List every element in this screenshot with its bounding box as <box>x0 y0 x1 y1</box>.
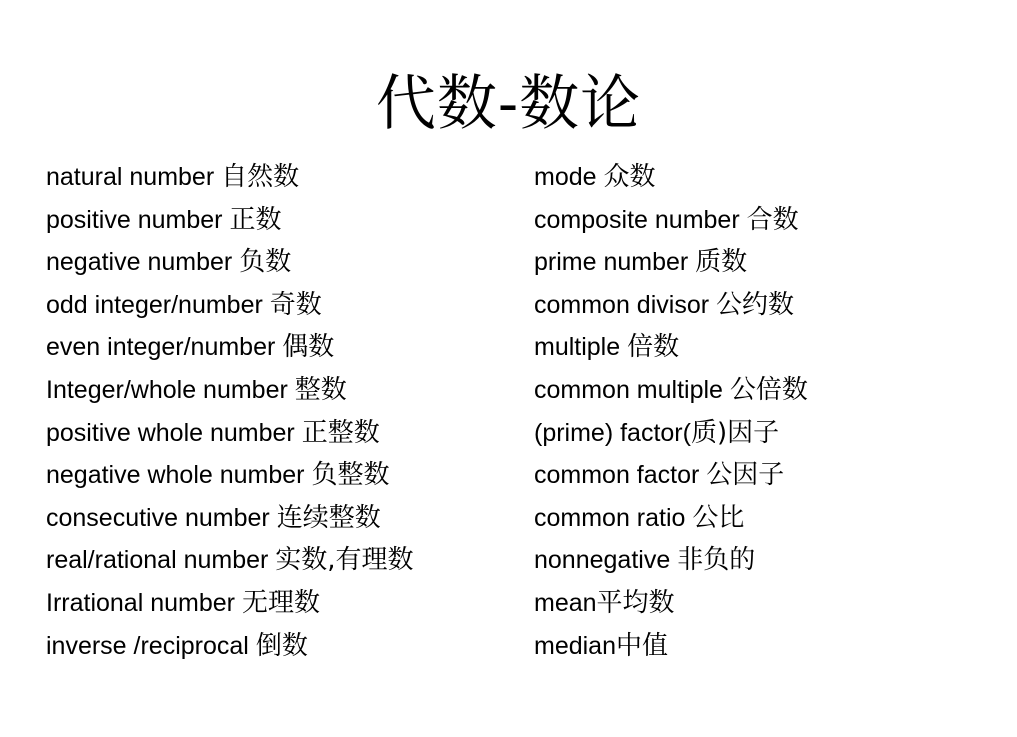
term-chinese: 公倍数 <box>729 374 808 405</box>
term-chinese: 实数,有理数 <box>275 545 414 576</box>
term-chinese: 合数 <box>746 204 799 235</box>
term-chinese: 质数 <box>695 247 748 278</box>
list-item <box>534 199 1004 242</box>
list-item <box>46 412 516 455</box>
list-item <box>534 497 1004 540</box>
term-english: mean <box>534 588 597 617</box>
list-item <box>534 284 1004 327</box>
term-list-left <box>46 156 516 667</box>
list-item <box>46 156 516 199</box>
term-english: common ratio <box>534 503 693 532</box>
term-english: multiple <box>534 333 628 362</box>
term-english: positive whole number <box>46 418 302 447</box>
term-english: real/rational number <box>46 546 276 575</box>
term-chinese: 公约数 <box>716 289 795 320</box>
list-item <box>46 369 516 412</box>
term-chinese: 倒数 <box>255 630 308 661</box>
term-chinese: 正数 <box>229 204 282 235</box>
list-item <box>46 625 516 668</box>
term-chinese: 平均数 <box>596 587 675 618</box>
term-chinese: 公因子 <box>706 460 785 491</box>
term-english: Irrational number <box>46 588 242 617</box>
term-chinese: 正整数 <box>301 417 380 448</box>
term-chinese: 质)因子 <box>690 417 780 448</box>
term-chinese: 连续整数 <box>276 502 381 533</box>
term-english: nonnegative <box>534 546 678 575</box>
list-item <box>46 241 516 284</box>
term-english: prime number <box>534 248 696 277</box>
term-english: positive number <box>46 205 230 234</box>
term-chinese: 公比 <box>692 502 745 533</box>
term-chinese: 倍数 <box>627 332 680 363</box>
term-english: negative number <box>46 248 240 277</box>
term-english: natural number <box>46 163 222 191</box>
term-chinese: 自然数 <box>221 162 300 192</box>
term-chinese: 无理数 <box>241 587 320 618</box>
list-item <box>46 539 516 582</box>
term-english: common factor <box>534 461 707 490</box>
list-item <box>534 582 1004 625</box>
list-item <box>534 454 1004 497</box>
term-chinese: 中值 <box>616 630 669 661</box>
list-item <box>46 326 516 369</box>
term-english: Integer/whole number <box>46 375 295 404</box>
list-item <box>46 454 516 497</box>
term-chinese: 偶数 <box>282 332 335 363</box>
term-chinese: 众数 <box>603 162 656 192</box>
term-english: mode <box>534 163 604 191</box>
term-english: median <box>534 631 616 660</box>
term-english: negative whole number <box>46 461 312 490</box>
list-item <box>534 412 1004 455</box>
term-english: common divisor <box>534 290 716 319</box>
term-english: composite number <box>534 205 747 234</box>
list-item <box>534 625 1004 668</box>
term-english: even integer/number <box>46 333 283 362</box>
term-chinese: 奇数 <box>269 289 322 320</box>
list-item <box>534 156 1004 199</box>
list-item <box>46 497 516 540</box>
term-list-right <box>534 156 1004 667</box>
term-chinese: 整数 <box>294 374 347 405</box>
term-english: odd integer/number <box>46 290 270 319</box>
list-item <box>534 539 1004 582</box>
list-item <box>534 241 1004 284</box>
page-title: 代数-数论 <box>375 69 642 140</box>
term-chinese: 负整数 <box>311 460 390 491</box>
term-english: common multiple <box>534 375 730 404</box>
term-english: consecutive number <box>46 503 277 532</box>
term-english: inverse /reciprocal <box>46 631 256 660</box>
list-item <box>46 284 516 327</box>
list-item <box>534 326 1004 369</box>
list-item <box>534 369 1004 412</box>
list-item <box>46 199 516 242</box>
list-item <box>46 582 516 625</box>
term-english: (prime) factor( <box>534 418 691 447</box>
term-chinese: 非负的 <box>677 545 756 576</box>
term-chinese: 负数 <box>239 247 292 278</box>
